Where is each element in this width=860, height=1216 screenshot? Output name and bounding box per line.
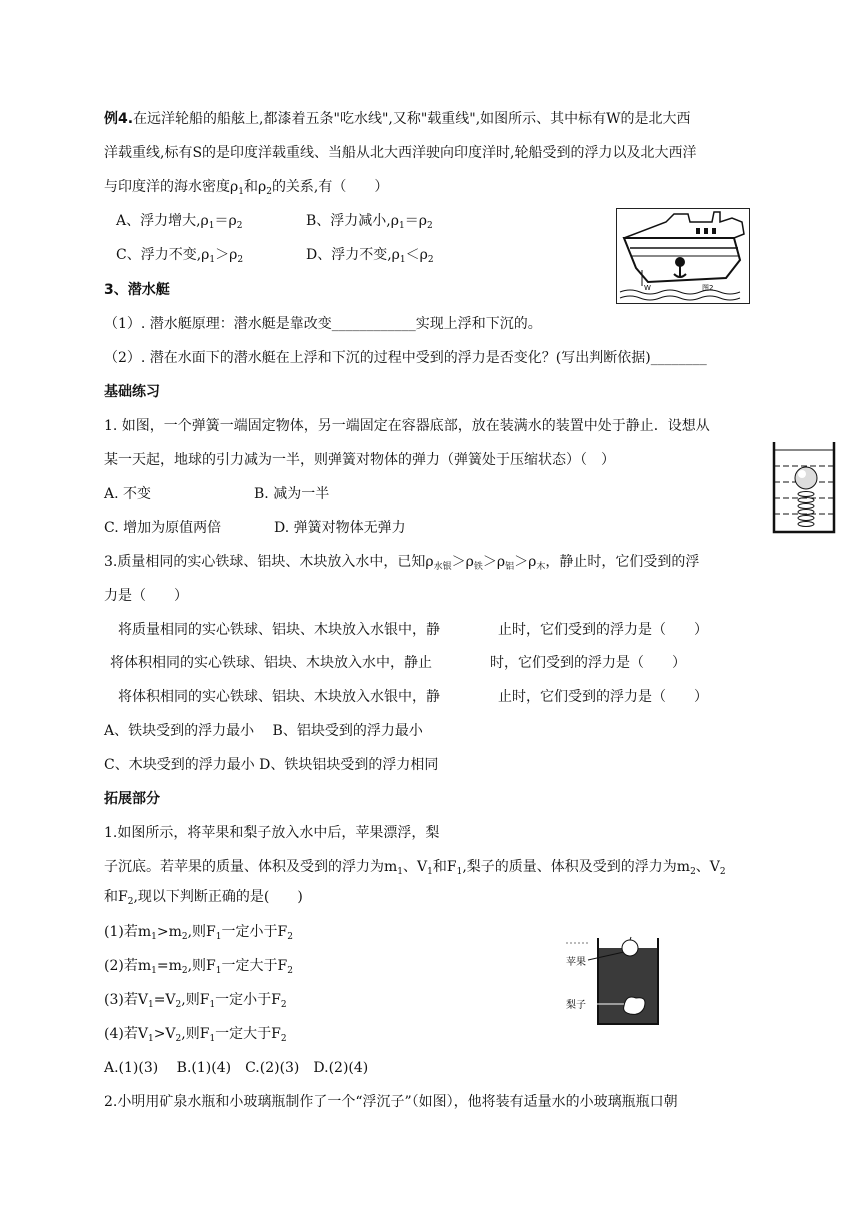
section-title-extension: 拓展部分	[104, 791, 160, 807]
example4-line2: 洋载重线,标有S的是印度洋载重线、当船从北大西洋驶向印度洋时,轮船受到的浮力以及北大西洋	[104, 145, 697, 161]
section-title-submarine: 3、潜水艇	[104, 282, 170, 298]
basic-q3-options-ab: A、铁块受到的浮力最小 B、铝块受到的浮力最小	[104, 723, 423, 739]
basic-q3-sub-c-part1: 将体积相同的实心铁球、铝块、木块放入水银中，静	[118, 689, 440, 705]
submarine-q2: （2）. 潜在水面下的潜水艇在上浮和下沉的过程中受到的浮力是否变化？(写出判断依据)________	[104, 350, 707, 366]
basic-q1-option-a: A. 不变	[104, 486, 152, 502]
svg-text:图2: 图2	[702, 284, 714, 292]
section-title-basic: 基础练习	[104, 384, 160, 400]
basic-q3-sub-a-part2: 止时，它们受到的浮力是（ ）	[498, 622, 708, 638]
ext-q2-line1: 2.小明用矿泉水瓶和小玻璃瓶制作了一个“浮沉子”（如图），他将装有适量水的小玻璃瓶瓶口朝	[104, 1094, 678, 1110]
svg-text:W: W	[644, 284, 651, 292]
apple-label: 苹果	[566, 957, 586, 968]
pear-label: 梨子	[566, 1000, 586, 1011]
basic-q1-option-c: C. 增加为原值两倍	[104, 520, 222, 536]
basic-q3-sub-b-part1: 将体积相同的实心铁球、铝块、木块放入水中，静止	[110, 655, 432, 671]
option-b: B、浮力减小$,\rho_1=\rho_2$	[306, 213, 433, 231]
ship-figure	[616, 208, 750, 304]
ext-q1-option-4: (4)若$V_1>V_2$,则$F_1$一定大于$F_2$	[104, 1026, 287, 1044]
basic-q3-sub-b-part2: 时，它们受到的浮力是（ ）	[490, 655, 686, 671]
basic-q3-sub-c-part2: 止时，它们受到的浮力是（ ）	[498, 689, 708, 705]
option-a: A、浮力增大$,\rho_1=\rho_2$	[116, 213, 243, 231]
basic-q3-line1: 3.质量相同的实心铁球、铝块、木块放入水中，已知$\rho_{水银}>\rho_铁>\rho_铝>\rho_木$，静止时，它们受到的浮	[104, 554, 700, 572]
basic-q1-option-b: B. 减为一半	[254, 486, 330, 502]
basic-q3-options-cd: C、木块受到的浮力最小 D、铁块铝块受到的浮力相同	[104, 757, 439, 773]
apple-pear-figure	[564, 936, 672, 1026]
spring-container-figure	[772, 440, 836, 534]
submarine-q1: （1）. 潜水艇原理：潜水艇是靠改变____________实现上浮和下沉的。	[104, 316, 542, 332]
example4-line1: 例4.在远洋轮船的船舷上,都漆着五条"吃水线",又称"载重线",如图所示、其中标有W的是北大西	[104, 111, 691, 127]
ext-q1-option-1: (1)若$m_1>m_2$,则$F_1$一定小于$F_2$	[104, 924, 293, 942]
basic-q1-option-d: D. 弹簧对物体无弹力	[274, 520, 406, 536]
ext-q1-line1: 1.如图所示，将苹果和梨子放入水中后，苹果漂浮，梨	[104, 825, 440, 841]
basic-q1-line2: 某一天起，地球的引力减为一半，则弹簧对物体的弹力（弹簧处于压缩状态）（ ）	[104, 452, 615, 468]
example-label: 例4.	[104, 111, 134, 127]
ext-q1-option-2: (2)若$m_1=m_2$,则$F_1$一定大于$F_2$	[104, 958, 293, 976]
basic-q3-sub-a-part1: 将质量相同的实心铁球、铝块、木块放入水银中，静	[118, 622, 440, 638]
example4-line3: 与印度洋的海水密度$\rho_1$和$\rho_2$的关系,有（ ）	[104, 179, 389, 197]
basic-q3-line2: 力是（ ）	[104, 588, 188, 604]
ext-q1-option-3: (3)若$V_1=V_2$,则$F_1$一定小于$F_2$	[104, 992, 287, 1010]
basic-q1-line1: 1. 如图，一个弹簧一端固定物体，另一端固定在容器底部，放在装满水的装置中处于静止．设想从	[104, 418, 710, 434]
option-d: D、浮力不变$,\rho_1<\rho_2$	[306, 247, 434, 265]
ext-q1-line3: 和$F_2$,现以下判断正确的是( )	[104, 889, 303, 907]
ext-q1-line2: 子沉底。若苹果的质量、体积及受到的浮力为$m_1$、$V_1$和$F_1$,梨子的质量、体积及受到的浮力为$m_2$、$V_2$	[104, 859, 726, 877]
ext-q1-choices: A.(1)(3) B.(1)(4) C.(2)(3) D.(2)(4)	[104, 1060, 369, 1076]
option-c: C、浮力不变$,\rho_1>\rho_2$	[116, 247, 244, 265]
